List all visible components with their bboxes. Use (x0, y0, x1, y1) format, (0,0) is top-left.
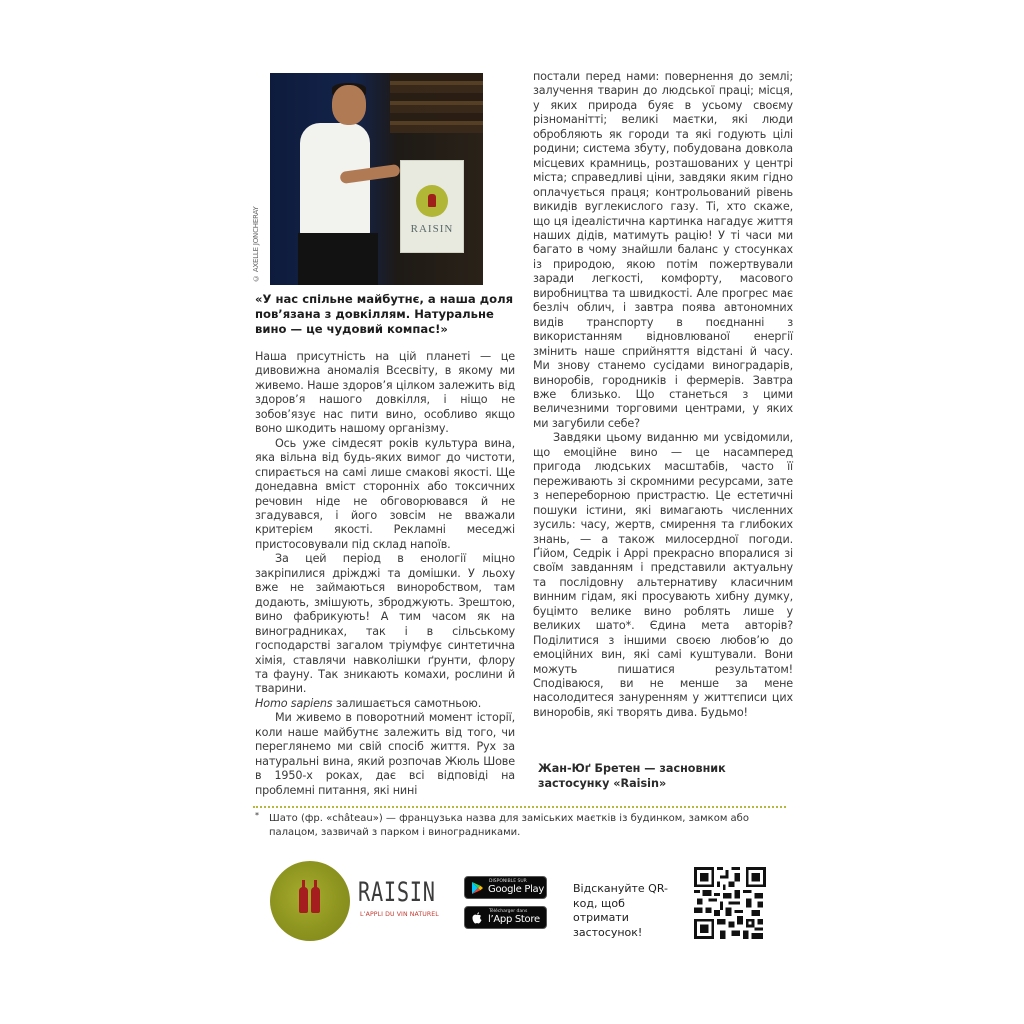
google-play-button[interactable] (464, 876, 547, 899)
raisin-logo-icon (270, 861, 350, 941)
google-play-icon (470, 881, 484, 895)
paragraph: постали перед нами: повернення до землі; залучення тварин до людської праці; місця, у яких природа буяє в усьому своєму різноманітті; великі маєтки, які люди обробляють як городи та які годують цілі родини; система збуту, побудована довкола місцевих крамниць, розташованих у центрі міста; справедливі ціни, завдяки яким гідно оплачується праця; контрольований рівень викидів вуглекислого газу. Ті, хто скаже, що ця ідеалістична картинка нагадує життя наших дідів, матимуть рацію! У ті часи ми багато в чому знайшли баланс у стосунках із природою, якою потім пожертвували заради легкості, комфорту, масового виробництва та швидкості. Але прогрес має безліч облич, і завтра поява автономних видів транспорту в поєднанні з використанням відновлюваної енергії змінить наше сприйняття відстані й часу. Ми знову станемо сусідами виноградарів, виноробів, городників і фермерів. Завтра вже близько. Що станеться з цими величезними торговими центрами, у яких ми загубили себе? (533, 70, 793, 430)
brand-name: RAISIN (358, 877, 436, 908)
bar-shelf (390, 73, 483, 133)
app-store-small-label: Télécharger dans (489, 909, 528, 914)
paragraph: Завдяки цьому виданню ми усвідомили, що емоційне вино — це насамперед пригода людських масштабів, часто її переживають зі скромними ресурсами, зате з непереборною пристрастю. Це естетичні пошуки істини, які вимагають численних зусиль: часу, жертв, смирення та глибоких знань, — а також милосердної погоди. Ґійом, Седрік і Аррі прекрасно впоралися зі своїм завданням і представили актуальну та послідовну альтернативу класичним винним гідам, які просувають хибну думку, буцімто велике вино роблять лише у великих шато*. Єдина мета авторів? Поділитися з іншими своєю любов’ю до емоційних вин, які самі куштували. Вони можуть пишатися результатом! Сподіваюся, ви не менше за мене насолодитеся зануренням у життєписи цих виноробів, які творять дива. Будьмо! (533, 431, 793, 719)
paragraph: За цей період в енології міцно закріпилися дріжджі та домішки. У льоху вже не займаються виноробством, там додають, змішують, зброджують. Зрештою, вино фабрикують! А тим часом як на виноградниках, так і в сільському господарстві загалом тріумфує синтетична хімія, ставлячи навколішки ґрунти, флору та фауну. Так зникають комахи, рослини й тварини. (255, 552, 515, 696)
italic-phrase: Homo sapiens (255, 696, 333, 710)
person-shorts (298, 233, 378, 285)
apple-icon (470, 911, 484, 925)
right-column (533, 70, 793, 720)
paragraph: Наша присутність на цій планеті — це дивовижна аномалія Всесвіту, в якому ми живемо. Наше здоров’я цілком залежить від здоров’я нашого довкілля, і ніщо не зобов’язує нас пити вино, особливо якщо воно шкодить нашому організму. (255, 350, 515, 436)
paragraph-tail: залишається самотньою. (332, 696, 482, 710)
photo-credit: © AXELLE JONCHERAY (252, 206, 260, 282)
raisin-poster (400, 160, 464, 253)
footnote-marker: * (255, 811, 259, 820)
footnote-text: Шато (фр. «château») — французька назва для заміських маєтків із будинком, замком або палацом, зазвичай з парком і виноградниками. (269, 813, 749, 838)
app-store-label: l’App Store (488, 914, 540, 925)
wine-bottle-icon (299, 887, 308, 913)
poster-logo-icon (416, 185, 448, 217)
founder-photo (270, 73, 483, 285)
footnote-divider (253, 806, 786, 808)
pull-quote: «У нас спільне майбутнє, а наша доля пов’язана з довкіллям. Натуральне вино — це чудовий компас!» (255, 292, 514, 336)
brand-tagline: L’APPLI DU VIN NATUREL (360, 911, 439, 918)
scan-qr-text: Відскануйте QR-код, щоб отримати застосунок! (573, 882, 668, 939)
paragraph: Ми живемо в поворотний момент історії, коли наше майбутнє залежить від того, чи переглянемо ми свій спосіб життя. Рух за натуральні вина, який розпочав Жюль Шове в 1950-х роках, дає всі відповіді на проблемні питання, які нині (255, 711, 515, 797)
google-play-label: Google Play (488, 884, 544, 895)
person-head (332, 85, 366, 125)
google-play-small-label: DISPONIBLE SUR (489, 879, 527, 884)
left-column (255, 350, 515, 798)
poster-title: RAISIN (410, 223, 454, 235)
signature: Жан-Юґ Бретен — засновник застосунку «Raisin» (538, 762, 726, 790)
paragraph-continuation (255, 697, 515, 711)
footnote (255, 812, 795, 840)
wine-bottle-icon (311, 887, 320, 913)
paragraph: Ось уже сімдесят років культура вина, яка вільна від будь-яких вимог до чистоти, спирається на самі лише смакові якості. Ще донедавна вміст сторонніх або токсичних речовин ніде не обговорювався й не згадувався, і його зовсім не вважали критерієм якості. Рекламні меседжі пристосовували під склад напоїв. (255, 436, 515, 551)
qr-code-icon[interactable] (694, 867, 766, 939)
app-store-button[interactable] (464, 906, 547, 929)
